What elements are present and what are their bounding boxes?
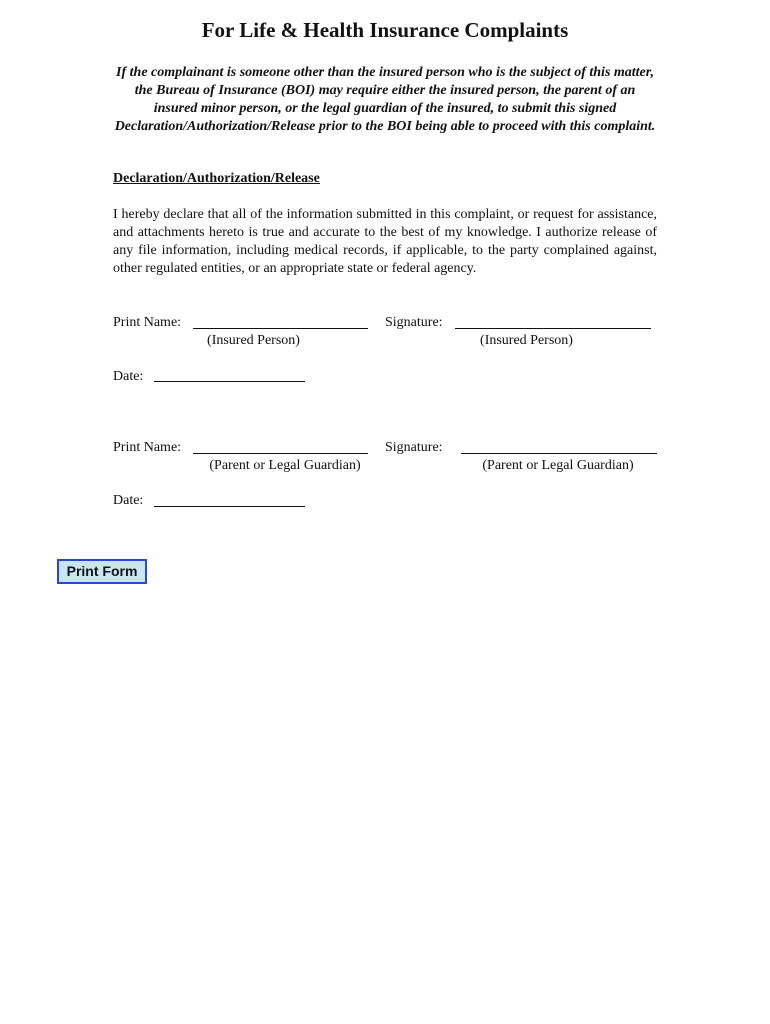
- intro-paragraph: If the complainant is someone other than the insured person who is the subject of this matter, the Bureau of Insurance (BOI) may require either the insured person, the parent of an insured minor person, or the legal guardian of the insured, to submit this signed Declaration/Authorization/Release prior to the BOI being able to proceed with this complaint.: [114, 65, 656, 134]
- insured-date-field[interactable]: [154, 381, 305, 382]
- insured-signature-label: Signature:: [385, 315, 443, 330]
- guardian-signature-caption: (Parent or Legal Guardian): [482, 458, 634, 473]
- insured-print-name-caption: (Insured Person): [207, 333, 300, 348]
- print-form-button[interactable]: Print Form: [57, 559, 147, 584]
- insured-signature-caption: (Insured Person): [480, 333, 573, 348]
- declaration-paragraph: I hereby declare that all of the information submitted in this complaint, or request for assistance, and attachments hereto is true and accurate to the best of my knowledge. I authorize release of any file information, including medical records, if applicable, to the party complained against, other regulated entities, or an appropriate state or federal agency.: [113, 207, 657, 276]
- insured-signature-field[interactable]: [455, 328, 651, 329]
- page-title: For Life & Health Insurance Complaints: [201, 18, 569, 42]
- guardian-signature-label: Signature:: [385, 440, 443, 455]
- guardian-print-name-field[interactable]: [193, 453, 368, 454]
- section-heading: Declaration/Authorization/Release: [113, 171, 320, 186]
- guardian-print-name-caption: (Parent or Legal Guardian): [209, 458, 361, 473]
- insured-date-label: Date:: [113, 369, 144, 384]
- guardian-date-label: Date:: [113, 493, 144, 508]
- insured-print-name-field[interactable]: [193, 328, 368, 329]
- guardian-date-field[interactable]: [154, 506, 305, 507]
- insured-print-name-label: Print Name:: [113, 315, 182, 330]
- guardian-print-name-label: Print Name:: [113, 440, 182, 455]
- guardian-signature-field[interactable]: [461, 453, 657, 454]
